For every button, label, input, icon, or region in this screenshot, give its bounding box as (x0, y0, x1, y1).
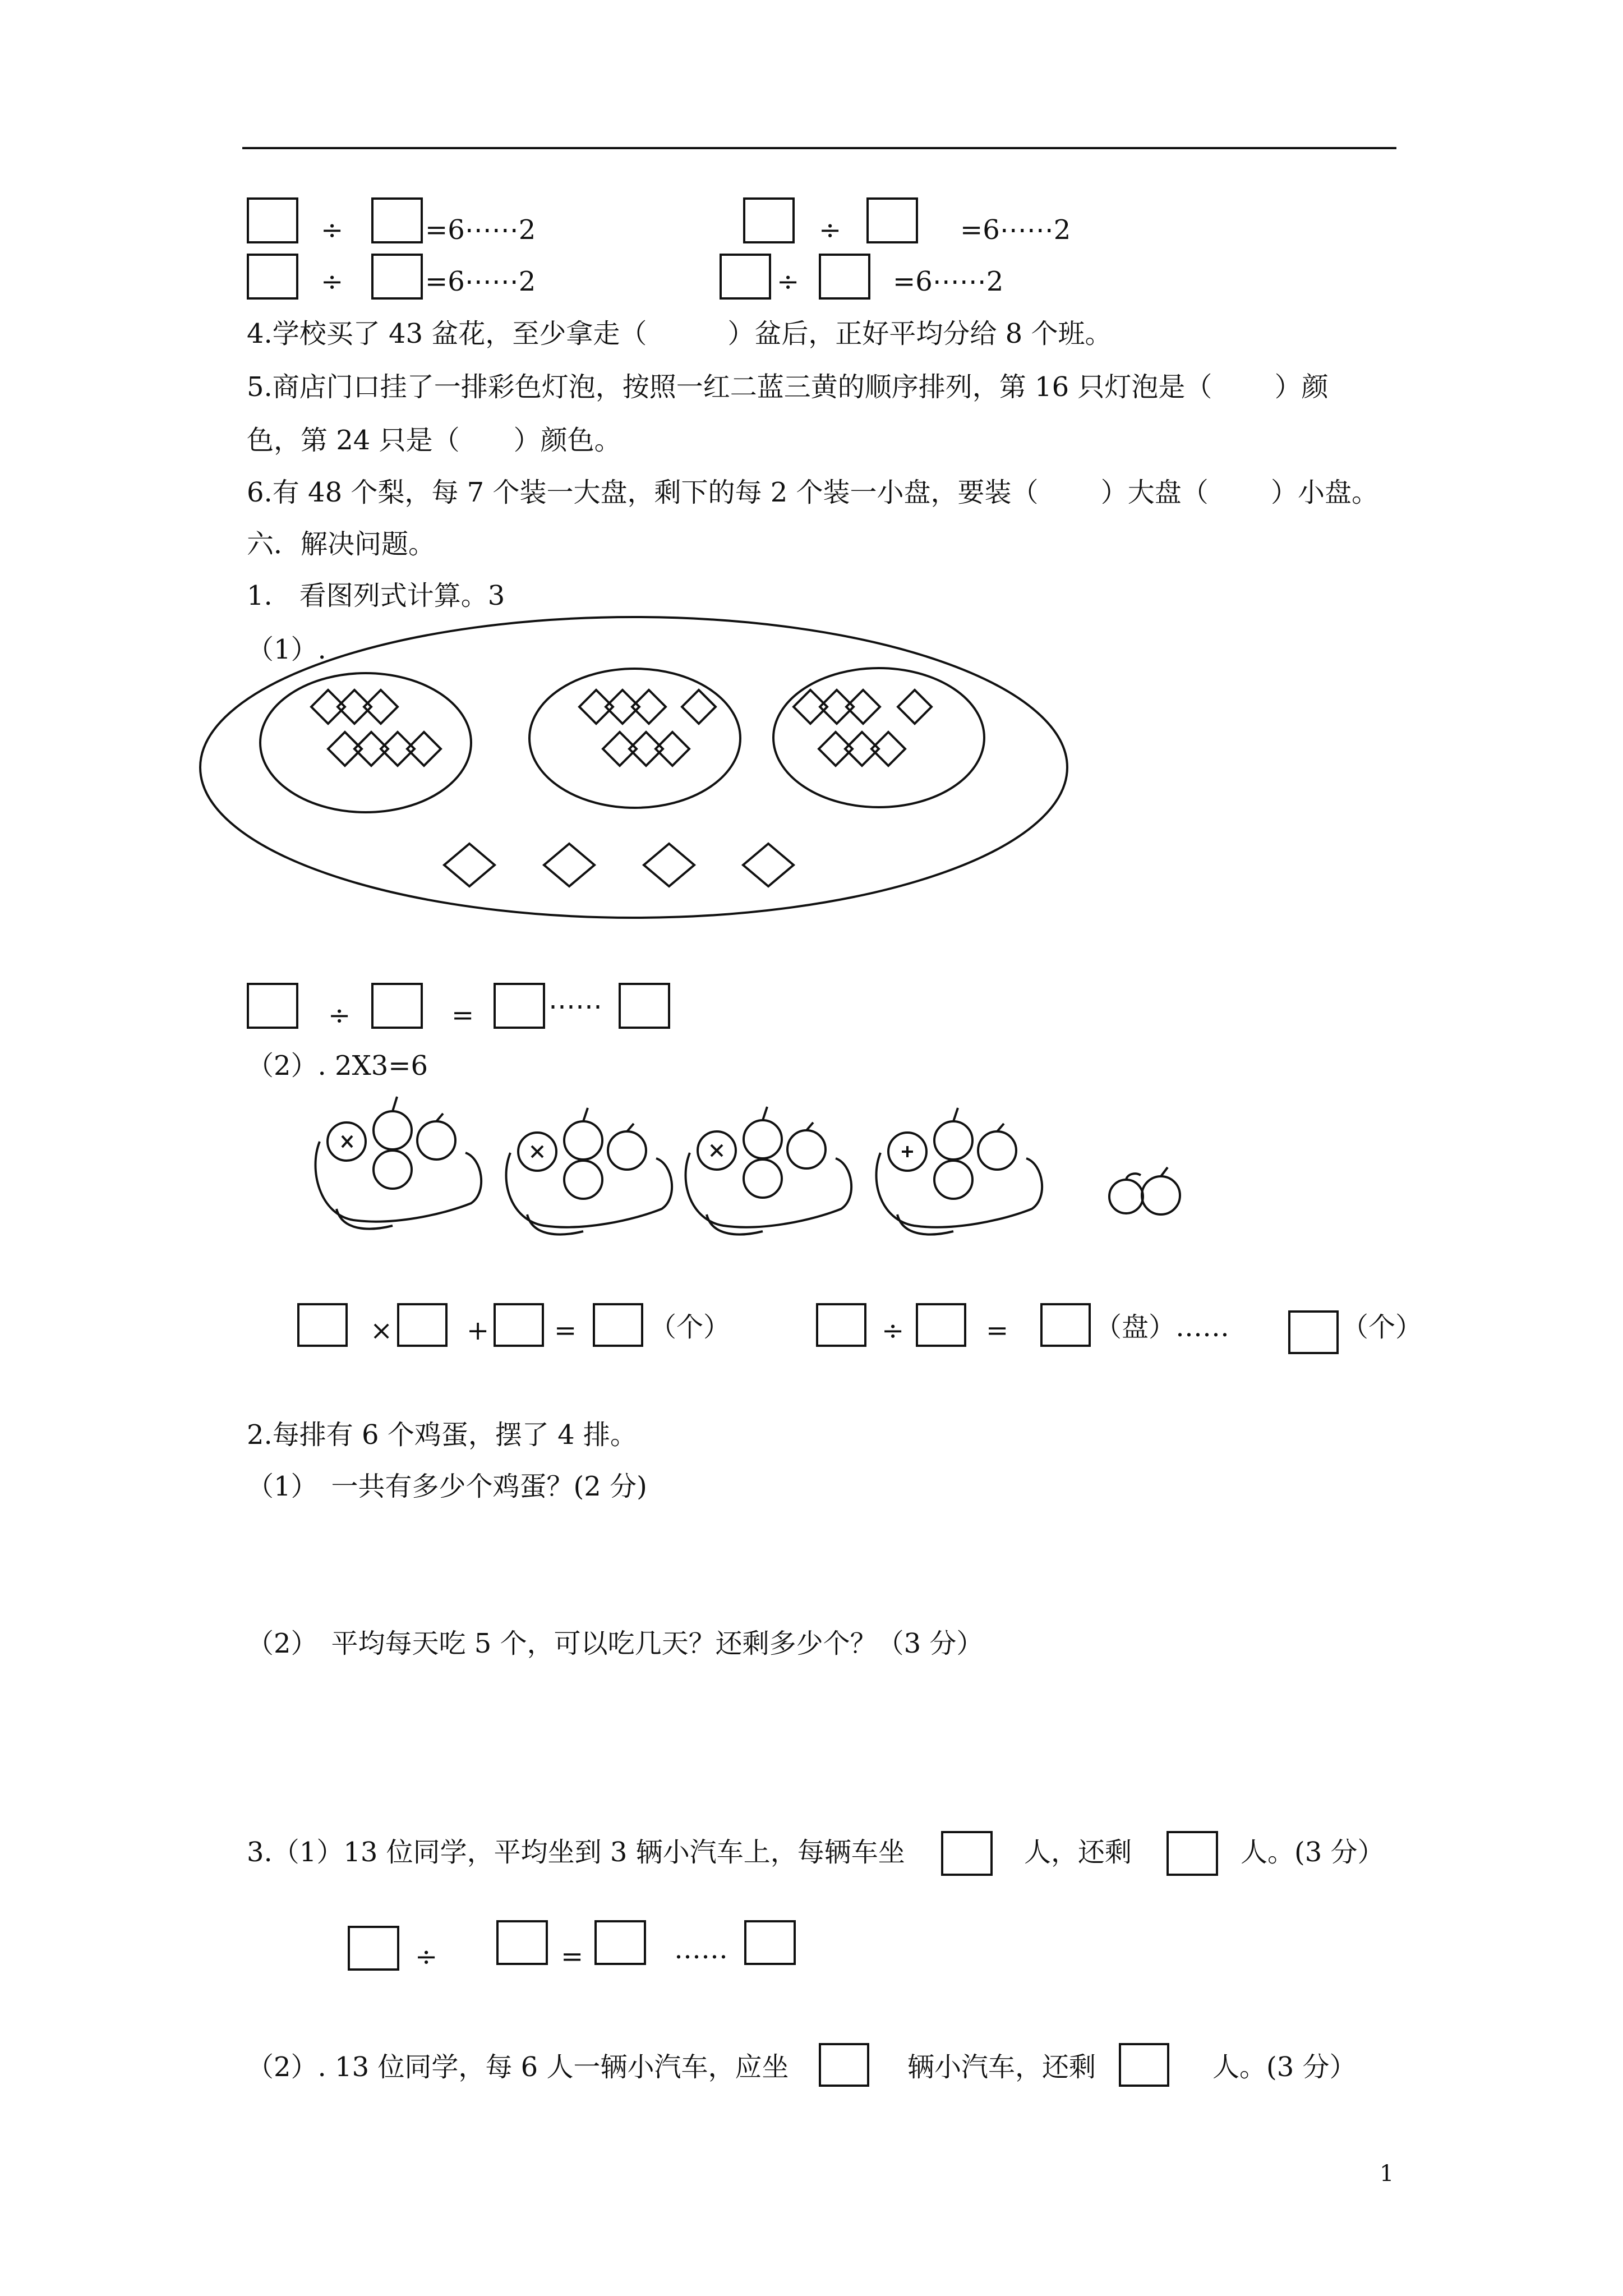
answer-box[interactable] (247, 254, 298, 300)
diamond-plates-figure (191, 611, 1077, 942)
problem-1-sub1: （1）. (247, 634, 326, 665)
unit-label: （个） (1341, 1312, 1423, 1343)
answer-box[interactable] (720, 254, 771, 300)
problem-1-sub2: （2）. 2X3=6 (247, 1050, 428, 1082)
divide-sign: ÷ (321, 214, 344, 246)
equation-result: =6⋯⋯2 (960, 214, 1071, 246)
answer-box[interactable] (397, 1303, 448, 1347)
answer-box[interactable] (494, 1303, 544, 1347)
question-5-line2: 色，第 24 只是（ ）颜色。 (247, 425, 621, 456)
problem-2-title: 2.每排有 6 个鸡蛋，摆了 4 排。 (247, 1419, 637, 1451)
answer-box[interactable] (1119, 2043, 1169, 2087)
question-4: 4.学校买了 43 盆花，至少拿走（ ）盆后，正好平均分给 8 个班。 (247, 318, 1112, 349)
problem-3-q1-text: 3.（1）13 位同学，平均坐到 3 辆小汽车上，每辆车坐 (247, 1837, 905, 1868)
equation-result: =6⋯⋯2 (893, 266, 1004, 297)
answer-box[interactable] (371, 254, 423, 300)
remainder-dots: ⋯⋯ (548, 991, 602, 1022)
divide-sign: ÷ (819, 214, 842, 246)
answer-box[interactable] (371, 197, 423, 243)
answer-box[interactable] (1040, 1303, 1091, 1347)
answer-box[interactable] (594, 1920, 646, 1965)
answer-box[interactable] (744, 1920, 796, 1965)
section-heading: 六．解决问题。 (247, 528, 436, 560)
answer-box[interactable] (593, 1303, 643, 1347)
unit-label: （盘）…… (1095, 1312, 1230, 1343)
page-number: 1 (1380, 2161, 1394, 2187)
answer-box[interactable] (819, 254, 870, 300)
multiply-sign: × (370, 1315, 393, 1346)
equals-sign: = (986, 1315, 1009, 1346)
answer-box[interactable] (743, 197, 795, 243)
answer-box[interactable] (816, 1303, 866, 1347)
answer-box[interactable] (1166, 1831, 1218, 1876)
answer-box[interactable] (941, 1831, 993, 1876)
problem-3-q2-end: 人。(3 分） (1212, 2051, 1357, 2083)
answer-box[interactable] (496, 1920, 548, 1965)
answer-box[interactable] (819, 2043, 869, 2087)
equals-sign: = (561, 1941, 584, 1972)
problem-3-q2-text: （2）. 13 位同学，每 6 人一辆小汽车，应坐 (247, 2051, 789, 2083)
answer-box[interactable] (348, 1926, 399, 1971)
answer-box[interactable] (371, 983, 423, 1029)
problem-3-q2-mid: 辆小汽车，还剩 (907, 2051, 1096, 2083)
divide-sign: ÷ (321, 266, 344, 297)
apple-plates-figure (303, 1097, 1200, 1276)
problem-1-title: 1. 看图列式计算。3 (247, 580, 505, 611)
problem-2-q2: （2） 平均每天吃 5 个，可以吃几天？还剩多少个？（3 分） (247, 1628, 984, 1659)
question-5-line1: 5.商店门口挂了一排彩色灯泡，按照一红二蓝三黄的顺序排列，第 16 只灯泡是（ ）颜 (247, 371, 1329, 403)
equation-result: =6⋯⋯2 (425, 266, 536, 297)
header-rule (242, 147, 1396, 149)
answer-box[interactable] (297, 1303, 348, 1347)
answer-box[interactable] (494, 983, 545, 1029)
answer-box[interactable] (1288, 1310, 1339, 1354)
divide-sign: ÷ (777, 266, 800, 297)
divide-sign: ÷ (882, 1315, 905, 1346)
remainder-dots: …… (674, 1934, 728, 1965)
answer-box[interactable] (866, 197, 918, 243)
answer-box[interactable] (247, 983, 298, 1029)
divide-sign: ÷ (415, 1941, 438, 1972)
answer-box[interactable] (247, 197, 298, 243)
unit-label: （个） (649, 1312, 731, 1343)
equals-sign: = (554, 1315, 577, 1346)
problem-3-q1-mid: 人，还剩 (1024, 1837, 1132, 1868)
answer-box[interactable] (916, 1303, 966, 1347)
equation-result: =6⋯⋯2 (425, 214, 536, 246)
plus-sign: + (467, 1315, 490, 1346)
equals-sign: = (451, 1000, 474, 1031)
problem-3-q1-end: 人。(3 分） (1241, 1837, 1385, 1868)
answer-box[interactable] (619, 983, 670, 1029)
problem-2-q1: （1） 一共有多少个鸡蛋？(2 分) (247, 1471, 647, 1502)
question-6: 6.有 48 个梨，每 7 个装一大盘，剩下的每 2 个装一小盘，要装（ ）大盘（ ）小盘。 (247, 477, 1379, 508)
divide-sign: ÷ (328, 1000, 351, 1031)
